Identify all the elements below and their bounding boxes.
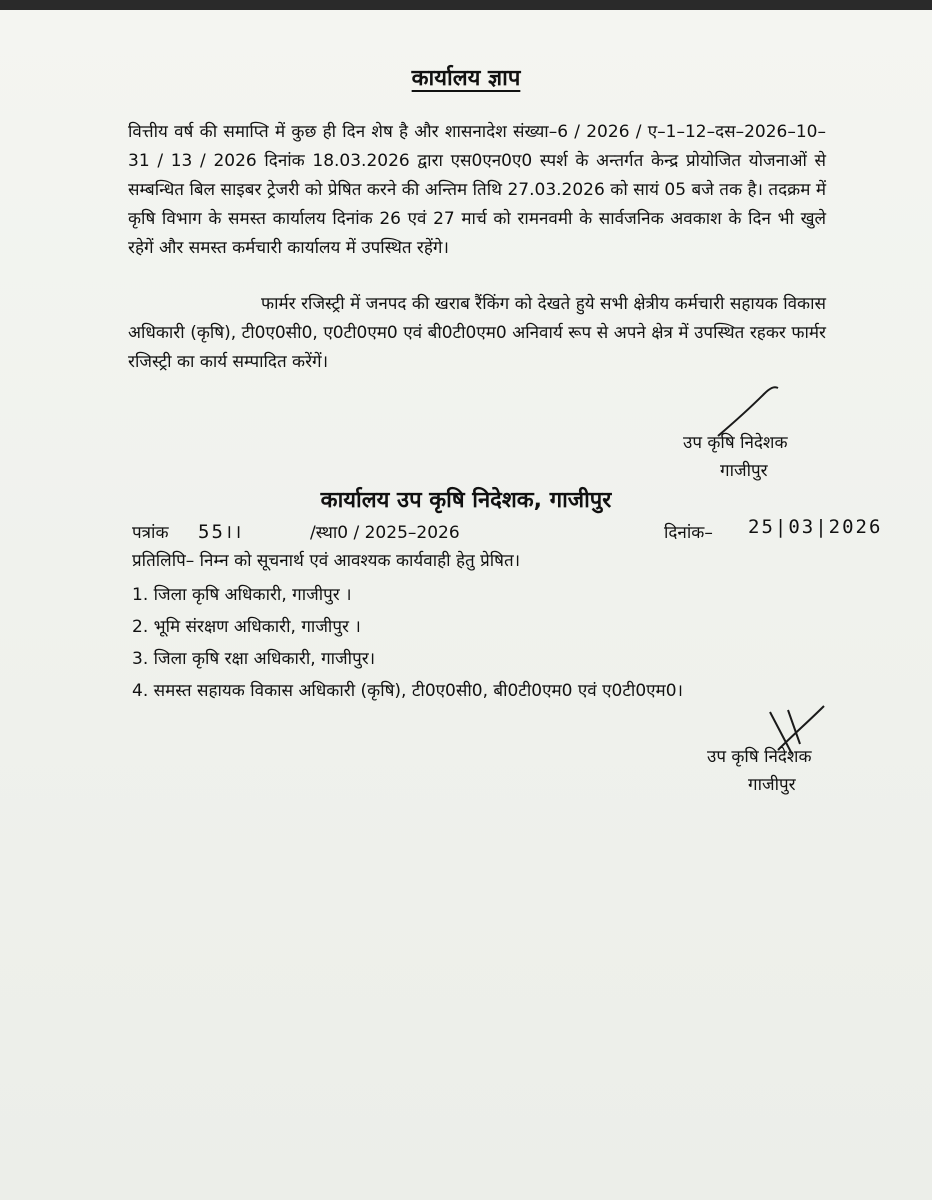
patrank-label: पत्रांक: [132, 523, 169, 543]
patrank-number: 55।।: [198, 521, 244, 543]
paragraph-1: वित्तीय वर्ष की समाप्ति में कुछ ही दिन शेष है और शासनादेश संख्या–6 / 2026 / ए–1–12–दस–2026–10–31 / 13 / 2026 दिनांक 18.03.2026 द्वारा एस0एन0ए0 स्पर्श के अन्तर्गत केन्द्र प्रोयोजित योजनाओं से सम्बन्धित बिल साइबर ट्रेजरी को प्रेषित करने की अन्तिम तिथि 27.03.2026 को सायं 05 बजे तक है। तदक्रम में कृषि विभाग के समस्त कार्यालय दिनांक 26 एवं 27 मार्च को रामनवमी के सार्वजनिक अवकाश के दिन भी खुले रहेगें और समस्त कर्मचारी कार्यालय में उपस्थित रहेंगे।: [128, 122, 826, 258]
date-value: 25|03|2026: [748, 516, 883, 538]
top-edge-bar: [0, 0, 932, 10]
recipient-item: 2. भूमि संरक्षण अधिकारी, गाजीपुर ।: [132, 617, 361, 637]
document-title: [0, 62, 932, 92]
recipient-item: 4. समस्त सहायक विकास अधिकारी (कृषि), टी0ए0सी0, बी0टी0एम0 एवं ए0टी0एम0।: [132, 681, 683, 701]
signature-1-place: गाजीपुर: [720, 461, 768, 481]
signature-2-place: गाजीपुर: [748, 775, 796, 795]
recipient-item: 1. जिला कृषि अधिकारी, गाजीपुर ।: [132, 585, 352, 605]
date-label: दिनांक–: [664, 523, 713, 543]
copy-line: प्रतिलिपि– निम्न को सूचनार्थ एवं आवश्यक कार्यवाही हेतु प्रेषित।: [132, 551, 521, 571]
signature-2-designation: उप कृषि निदेशक: [707, 747, 812, 767]
patrank-suffix: /स्था0 / 2025–2026: [310, 523, 460, 543]
paragraph-2: फार्मर रजिस्ट्री में जनपद की खराब रैंकिंग को देखते हुये सभी क्षेत्रीय कर्मचारी सहायक विकास अधिकारी (कृषि), टी0ए0सी0, ए0टी0एम0 एवं बी0टी0एम0 अनिवार्य रूप से अपने क्षेत्र में उपस्थित रहकर फार्मर रजिस्ट्री का कार्य सम्पादित करेंगें।: [128, 294, 826, 372]
title-text: कार्यालय ज्ञाप: [411, 66, 521, 91]
office-heading: कार्यालय उप कृषि निदेशक, गाजीपुर: [320, 488, 612, 513]
recipient-item: 3. जिला कृषि रक्षा अधिकारी, गाजीपुर।: [132, 649, 376, 669]
signature-1-designation: उप कृषि निदेशक: [683, 433, 788, 453]
